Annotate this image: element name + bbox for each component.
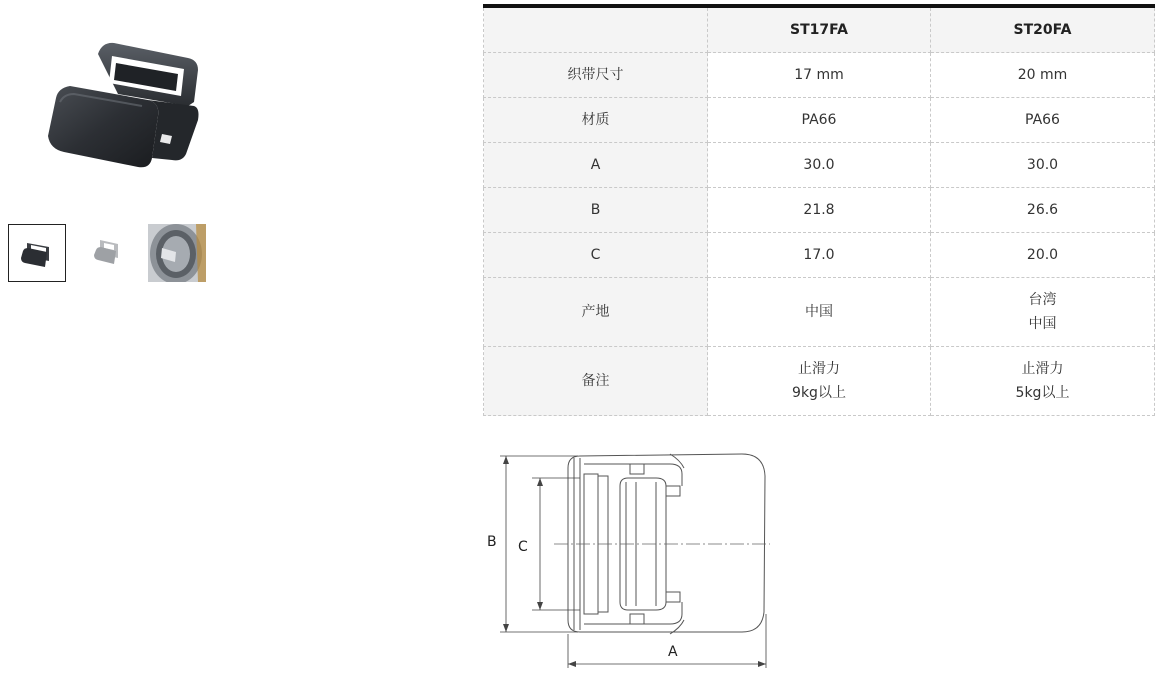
- column-header-st20fa: ST20FA: [931, 6, 1155, 53]
- table-cell: [931, 53, 1155, 98]
- thumbnail-black-buckle[interactable]: [8, 224, 66, 282]
- thumbnail-buckle-on-webbing[interactable]: [148, 224, 206, 282]
- table-cell: [931, 278, 1155, 347]
- table-cell: [931, 98, 1155, 143]
- cell-text: 17.0: [803, 247, 835, 263]
- cell-text: PA66: [801, 112, 837, 128]
- table-row-webbing-size: [484, 53, 1155, 98]
- cell-text: 26.6: [1026, 202, 1059, 218]
- table-row-a: [484, 143, 1155, 188]
- row-label: B: [484, 188, 708, 233]
- cell-text: 30.0: [803, 157, 835, 173]
- thumbnail-grey-buckle[interactable]: [78, 224, 136, 282]
- row-label: A: [484, 143, 708, 188]
- row-label: 产地: [484, 278, 708, 347]
- table-row-c: [484, 233, 1155, 278]
- table-row-origin: [484, 278, 1155, 347]
- cell-text: 台湾: [1028, 292, 1057, 308]
- row-label: C: [484, 233, 708, 278]
- cell-text: PA66: [1025, 112, 1060, 128]
- table-row-remarks: [484, 347, 1155, 416]
- table-cell: [931, 188, 1155, 233]
- table-header-empty: [484, 6, 708, 53]
- table-cell: [708, 233, 931, 278]
- table-cell: [708, 143, 931, 188]
- dimension-drawing: [480, 446, 780, 672]
- cell-text: 21.8: [803, 202, 835, 218]
- table-header-row: [484, 6, 1155, 53]
- column-header-st17fa: ST17FA: [708, 6, 931, 53]
- table-cell: [931, 233, 1155, 278]
- table-row-material: [484, 98, 1155, 143]
- cell-text: 9kg以上: [792, 385, 846, 401]
- table-cell: [708, 53, 931, 98]
- table-cell: [708, 188, 931, 233]
- table-cell: [708, 347, 931, 416]
- dimension-label-a: A: [668, 644, 678, 660]
- row-label: 织带尺寸: [484, 53, 708, 98]
- dimension-label-b: B: [487, 534, 497, 550]
- spec-table: [483, 4, 1155, 416]
- cell-text: 中国: [805, 304, 833, 320]
- table-row-b: [484, 188, 1155, 233]
- table-cell: [708, 278, 931, 347]
- cell-text: 30.0: [1026, 157, 1059, 173]
- cell-text: 5kg以上: [1015, 385, 1070, 401]
- table-cell: [931, 143, 1155, 188]
- cell-text: 20.0: [1026, 247, 1059, 263]
- main-product-image: [38, 36, 228, 186]
- table-cell: [931, 347, 1155, 416]
- table-cell: [708, 98, 931, 143]
- row-label: 材质: [484, 98, 708, 143]
- cell-text: 止滑力: [1021, 361, 1064, 377]
- row-label: 备注: [484, 347, 708, 416]
- cell-text: 20 mm: [1017, 67, 1068, 83]
- cell-text: 止滑力: [798, 361, 840, 377]
- dimension-label-c: C: [518, 539, 528, 555]
- cell-text: 中国: [1028, 316, 1057, 332]
- cell-text: 17 mm: [794, 67, 844, 83]
- thumbnail-strip: [8, 224, 206, 282]
